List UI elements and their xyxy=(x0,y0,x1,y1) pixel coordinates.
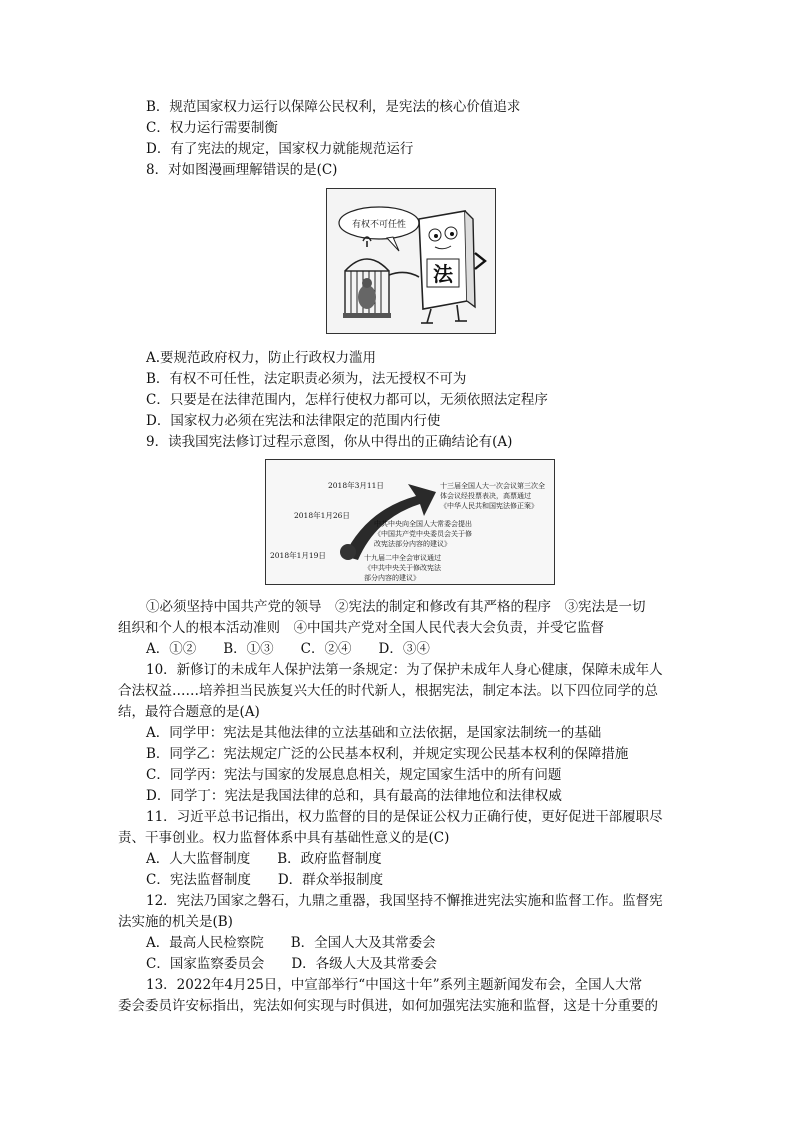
q11-options-2: C．宪法监督制度 D．群众举报制度 xyxy=(146,872,384,888)
cartoon-book-character: 法 xyxy=(433,262,453,286)
diagram-event-2-line1: 中共中央向全国人大常委会提出 xyxy=(374,520,472,528)
q10-line1: 10．新修订的未成年人保护法第一条规定：为了保护未成年人身心健康，保障未成年人 xyxy=(146,662,663,678)
diagram-event-1-line1: 十九届二中全会审议通过 xyxy=(364,554,441,562)
q10-line2: 合法权益……培养担当民族复兴大任的时代新人，根据宪法，制定本法。以下四位同学的总 xyxy=(118,683,658,699)
q8-option-c: C．只要是在法律范围内，怎样行使权力都可以，无须依照法定程序 xyxy=(146,392,548,408)
diagram-event-3-line2: 体会议经投票表决，高票通过 xyxy=(440,492,531,500)
q13-line2: 委会委员许安标指出，宪法如何实现与时俱进，如何加强宪法实施和监督，这是十分重要的 xyxy=(118,998,658,1014)
q9-text-line1: ①必须坚持中国共产党的领导 ②宪法的制定和修改有其严格的程序 ③宪法是一切 xyxy=(146,599,646,615)
diagram-date-2: 2018年1月26日 xyxy=(294,511,350,520)
diagram-event-2-line2: 《中国共产党中央委员会关于修 xyxy=(374,530,472,538)
q8-cartoon xyxy=(326,188,496,334)
diagram-event-3-line3: 《中华人民共和国宪法修正案》 xyxy=(440,502,538,510)
q8-option-a: A.要规范政府权力，防止行政权力滥用 xyxy=(146,350,377,366)
diagram-date-3: 2018年3月11日 xyxy=(328,481,384,490)
q11-line2: 责、干事创业。权力监督体系中具有基础性意义的是(C) xyxy=(118,830,450,846)
q8-option-b: B．有权不可任性，法定职责必须为，法无授权不可为 xyxy=(146,371,467,387)
diagram-date-1: 2018年1月19日 xyxy=(270,551,326,560)
q10-option-d: D．同学丁：宪法是我国法律的总和，具有最高的法律地位和法律权威 xyxy=(146,788,562,804)
q9-diagram xyxy=(265,459,555,585)
q7-option-d: D．有了宪法的规定，国家权力就能规范运行 xyxy=(146,141,414,157)
q10-option-b: B．同学乙：宪法规定广泛的公民基本权利，并规定实现公民基本权利的保障措施 xyxy=(146,746,629,762)
q13-line1: 13．2022年4月25日，中宣部举行“中国这十年”系列主题新闻发布会，全国人大常 xyxy=(146,977,643,993)
q9-options: A．①② B．①③ C．②④ D．③④ xyxy=(146,641,430,657)
diagram-event-1-line2: 《中共中央关于修改宪法 xyxy=(364,564,441,572)
q11-options-1: A．人大监督制度 B．政府监督制度 xyxy=(146,851,382,867)
q12-options-1: A．最高人民检察院 B．全国人大及其常委会 xyxy=(146,935,436,951)
q10-line3: 结，最符合题意的是(A) xyxy=(118,704,260,720)
q8-option-d: D．国家权力必须在宪法和法律限定的范围内行使 xyxy=(146,413,441,429)
q7-option-b: B．规范国家权力运行以保障公民权利，是宪法的核心价值追求 xyxy=(146,99,521,115)
q12-options-2: C．国家监察委员会 D．各级人大及其常委会 xyxy=(146,956,438,972)
q10-option-c: C．同学丙：宪法与国家的发展息息相关，规定国家生活中的所有问题 xyxy=(146,767,562,783)
q9-stem: 9．读我国宪法修订过程示意图，你从中得出的正确结论有(A) xyxy=(146,434,513,450)
q9-text-line2: 组织和个人的根本活动准则 ④中国共产党对全国人民代表大会负责，并受它监督 xyxy=(118,620,604,636)
diagram-event-3-line1: 十三届全国人大一次会议第三次全 xyxy=(440,482,545,490)
diagram-event-1-line3: 部分内容的建议》 xyxy=(364,574,420,582)
q11-line1: 11．习近平总书记指出，权力监督的目的是保证公权力正确行使，更好促进干部履职尽 xyxy=(146,809,663,825)
q8-stem: 8．对如图漫画理解错误的是(C) xyxy=(146,162,338,178)
q10-option-a: A．同学甲：宪法是其他法律的立法基础和立法依据，是国家法制统一的基础 xyxy=(146,725,602,741)
q7-option-c: C．权力运行需要制衡 xyxy=(146,120,278,136)
q12-line2: 法实施的机关是(B) xyxy=(118,914,233,930)
q12-line1: 12．宪法乃国家之磐石，九鼎之重器，我国坚持不懈推进宪法实施和监督工作。监督宪 xyxy=(146,893,663,909)
diagram-event-2-line3: 改宪法部分内容的建议》 xyxy=(374,540,451,548)
cartoon-bubble-text: 有权不可任性 xyxy=(351,220,407,230)
